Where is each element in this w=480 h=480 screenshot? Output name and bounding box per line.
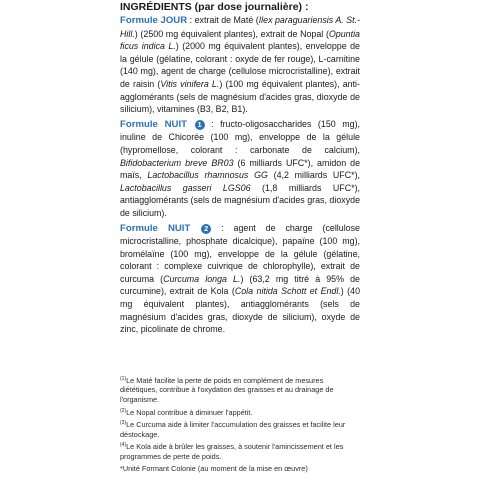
footnote	[120, 419, 360, 439]
text-fragment: (1,8 milliards UFC*), antiagglomérants (sels de magnésium d'acides gras, dioxyde de silicium).	[120, 182, 360, 218]
text-fragment: ) (63,2 mg titré à 95% de curcumine), extrait de Kola (	[120, 273, 360, 297]
footnote-mark: (1)	[120, 375, 127, 382]
text-fragment: ) (2500 mg équivalent plantes), extrait de Nopal (	[134, 28, 329, 39]
latin-name: Lactobacillus gasseri LGS06	[120, 182, 251, 193]
latin-name: Cola nitida Schott et Endl.	[234, 286, 341, 297]
ingredients-panel	[120, 0, 360, 473]
formule-jour-label: Formule JOUR	[120, 15, 188, 26]
formule-jour-section	[120, 14, 360, 116]
latin-name: Vitis vinifera L.	[160, 78, 220, 89]
latin-name: Bifidobacterium breve BR03	[120, 157, 234, 168]
formule-nuit-1-label: Formule NUIT	[120, 118, 187, 130]
text-fragment: ) (2000 mg équivalent plantes), enveloppe de la gélule (gélatine, colorant : oxyde de fer rouge), L-carnitine (140 mg), agent de charge (cellulose microcristalline), extrait de raisin (	[120, 41, 360, 89]
text-fragment: : agent de charge (cellulose microcristalline, phosphate dicalcique), papaïne (100 mg), bromélaïne (100 mg), enveloppe de la gélule (gélatine, colorant : complexe cuivrique de chlorophylle), extrait de curcuma (	[120, 222, 360, 284]
text-fragment: ) (100 mg équivalent plantes), anti-agglomérants (sels de magnésium d'acides gras, dioxyde de silicium), vitamines (B3, B2, B1).	[120, 78, 360, 115]
text-fragment: (6 milliards UFC*), amidon de maïs,	[120, 157, 361, 181]
footnote-mark: (2)	[120, 407, 127, 414]
text-fragment: (4,2 milliards UFC*),	[267, 170, 360, 181]
formule-nuit-2-section	[120, 222, 360, 336]
spacer	[120, 338, 360, 375]
footnote-text: Le Kola aide à brûler les graisses, à soutenir l'amincissement et les programmes de perte de poids.	[120, 442, 344, 461]
latin-name: Curcuma longa L.	[163, 273, 241, 284]
ufc-footnote: *Unité Formant Colonie (au moment de la mise en œuvre)	[120, 463, 308, 473]
footnote-text: Le Maté facilite la perte de poids en complément de mesures diététiques, contribue à l'oxydation des graisses et au drainage de l'organisme.	[120, 375, 334, 405]
footnote	[120, 441, 360, 461]
formule-nuit-1-section	[120, 118, 360, 220]
footnote-text: Le Curcuma aide à limiter l'accumulation des graisses et facilite leur déstockage.	[120, 420, 346, 439]
footnote-mark: (4)	[120, 442, 127, 449]
footnote	[120, 375, 360, 405]
number-badge-1: 1	[195, 120, 205, 130]
latin-name: Ilex paraguariensis A. St.-Hill.	[120, 15, 360, 39]
text-fragment: ) (40 mg équivalent plantes), antiagglomérants (sels de magnésium d'acides gras, dioxyde de silicium), oxyde de zinc, picolinate de chrome.	[120, 286, 361, 335]
text-fragment: : extrait de Maté (	[187, 15, 259, 25]
text-fragment: : fructo-oligosaccharides (150 mg), inuline de Chicorée (100 mg), enveloppe de la gélule (hypromellose, colorant : carbonate de calcium),	[120, 118, 360, 155]
number-badge-2: 2	[201, 224, 211, 234]
footnote-mark: (3)	[120, 420, 127, 427]
footnote	[120, 407, 360, 418]
formule-nuit-2-label: Formule NUIT	[120, 222, 191, 234]
footnote-text: Le Nopal contribue à diminuer l'appétit.	[126, 407, 253, 417]
ingredients-heading: INGRÉDIENTS (par dose journalière) :	[120, 1, 309, 13]
latin-name: Lactobacillus rhamnosus GG	[147, 170, 268, 181]
latin-name: Opuntia ficus indica L.	[120, 28, 360, 52]
